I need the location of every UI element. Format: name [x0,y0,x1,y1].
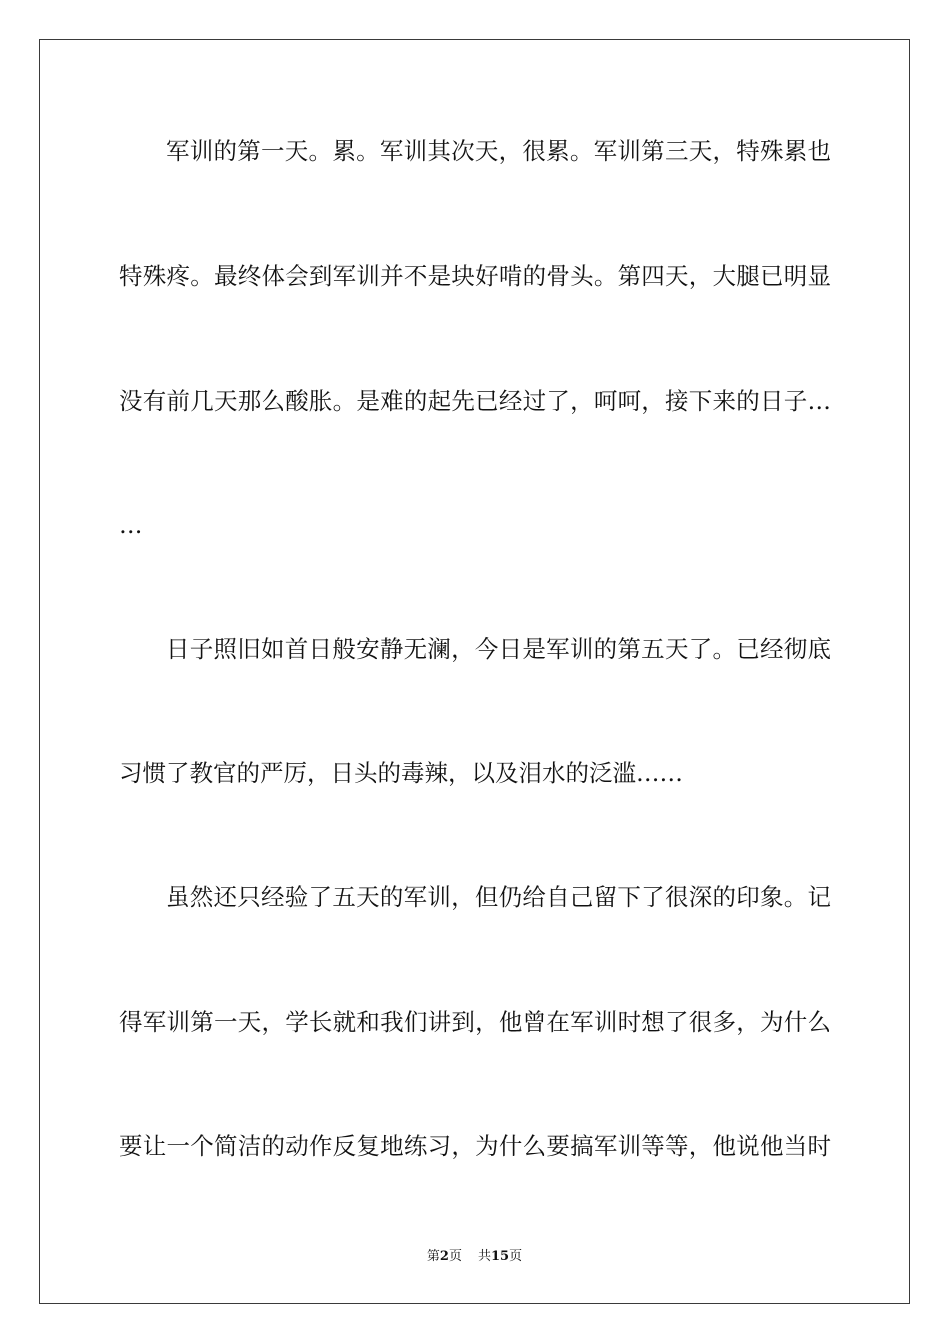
paragraph-3-line-3: 要让一个简洁的动作反复地练习，为什么要搞军训等等，他说他当时 [119,1132,831,1160]
paragraph-1-line-3: 没有前几天那么酸胀。是难的起先已经过了，呵呵，接下来的日子… [119,387,831,415]
page-footer [40,1245,909,1264]
paragraph-2-line-2: 习惯了教官的严厉，日头的毒辣，以及泪水的泛滥…… [119,759,683,787]
page-prefix: 第 [426,1249,440,1264]
paragraph-3-line-2: 得军训第一天，学长就和我们讲到，他曾在军训时想了很多，为什么 [119,1008,831,1036]
paragraph-1-line-1: 军训的第一天。累。军训其次天，很累。军训第三天，特殊累也 [166,137,831,165]
total-suffix: 页 [509,1249,523,1264]
paragraph-2-line-1: 日子照旧如首日般安静无澜，今日是军训的第五天了。已经彻底 [166,635,831,663]
page-number: 2 [439,1249,449,1264]
total-pages: 15 [490,1249,510,1264]
total-prefix: 共 [477,1249,491,1264]
document-page [39,39,910,1304]
paragraph-3-line-1: 虽然还只经验了五天的军训，但仍给自己留下了很深的印象。记 [166,883,831,911]
page-suffix: 页 [448,1249,462,1264]
paragraph-1-line-2: 特殊疼。最终体会到军训并不是块好啃的骨头。第四天，大腿已明显 [119,262,831,290]
paragraph-1-line-4: … [119,511,143,539]
